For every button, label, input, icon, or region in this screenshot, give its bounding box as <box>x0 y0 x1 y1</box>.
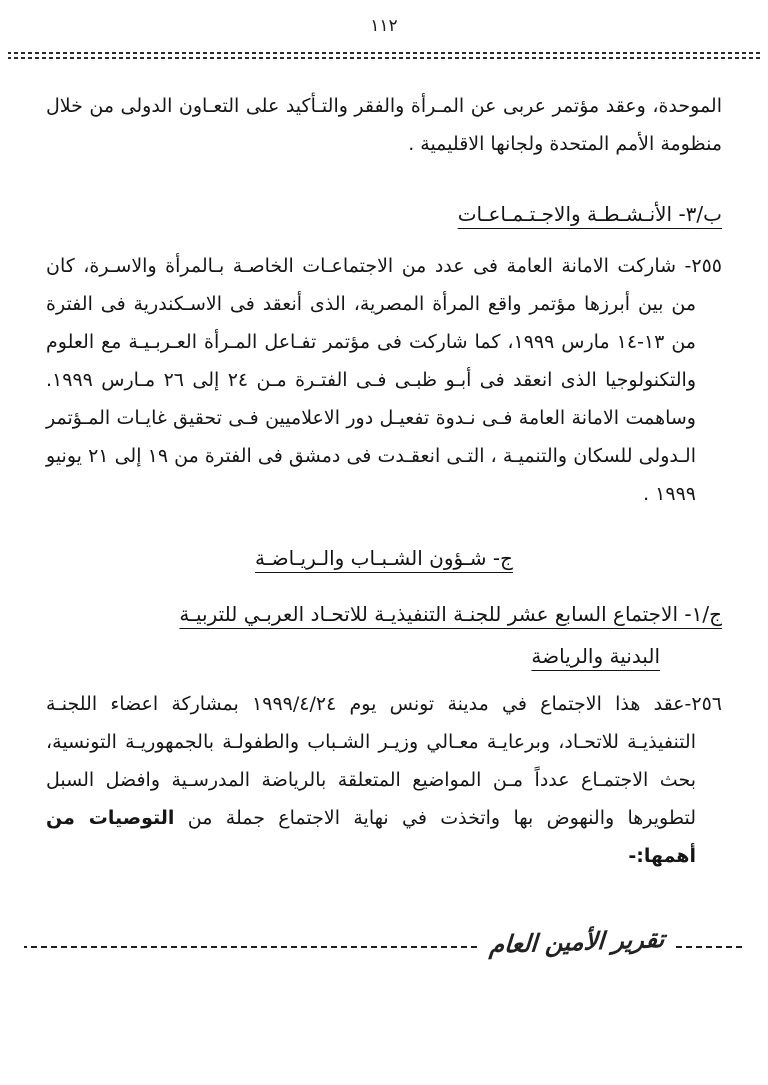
section-c-heading <box>46 537 722 579</box>
document-body <box>0 59 768 875</box>
section-c-heading-text: ج- شـؤون الشـبـاب والـريـاضـة <box>255 546 513 570</box>
section-b3-heading <box>46 193 722 235</box>
section-c1-heading-line2 <box>46 635 722 677</box>
footer-rule-right-segment <box>676 946 742 949</box>
top-divider-rule <box>8 52 760 59</box>
paragraph-256 <box>46 685 722 875</box>
page-number: ١١٢ <box>370 16 398 36</box>
paragraph-256-emphasis: التوصيات من أهمها:- <box>46 807 696 867</box>
paragraph-256-text: ٢٥٦-عقد هذا الاجتماع في مدينة تونس يوم ١٩٩٩/٤/٢٤ بمشاركة اعضاء اللجنـة التنفيذيـة للاتحـاد، وبرعايـة معـالي وزيـر الشـباب والطفولـة بالجمهوريـة التونسية، بحث الاجتمـاع عدداً مـن المواضيع المتعلقة بالرياضة المدرسـية وافضل السبل لتطويرها والنهوض بها واتخذت في نهاية الاجتماع جملة من <box>46 693 722 829</box>
paragraph-255: ٢٥٥- شاركت الامانة العامة فى عدد من الاجتماعـات الخاصـة بـالمرأة والاسـرة، كان من بين أبرزها مؤتمر واقع المرأة المصرية، الذى أنعقد فى الاسـكندرية فى الفترة من ١٣-١٤ مارس ١٩٩٩، كما شاركت فى مؤتمر تفـاعل المـرأة العـربـيـة مع العلوم والتكنولوجيا الذى انعقد فى أبـو ظبـى فـى الفتـرة مـن ٢٤ إلى ٢٦ مـارس ١٩٩٩. وساهمت الامانة العامة فـى نـدوة تفعيـل دور الاعلاميين فـى تحقيق غايـات المـؤتمر الـدولى للسكان والتنميـة ، التـى انعقـدت فى دمشق فى الفترة من ١٩ إلى ٢١ يونيو ١٩٩٩ . <box>46 255 722 505</box>
footer-rule-left-segment <box>24 946 477 949</box>
intro-paragraph: الموحدة، وعقد مؤتمر عربى عن المـرأة والفقر والتـأكيد على التعـاون الدولى من خلال منظومة الأمم المتحدة ولجانها الاقليمية . <box>46 95 722 155</box>
section-b3-heading-text: ب/٣- الأنـشـطـة والاجـتـمـاعـات <box>457 202 722 226</box>
section-c1-heading-line2-text: البدنية والرياضة <box>531 644 660 668</box>
section-c1-heading <box>46 593 722 677</box>
section-c1-heading-line1-text: ج/١- الاجتماع السابع عشر للجنـة التنفيذيـة للاتحـاد العربـي للتربيـة <box>179 602 722 626</box>
secretary-general-signature: تقرير الأمين العام <box>488 924 666 960</box>
footer-rule <box>24 924 742 961</box>
section-c1-heading-line1 <box>46 593 722 635</box>
